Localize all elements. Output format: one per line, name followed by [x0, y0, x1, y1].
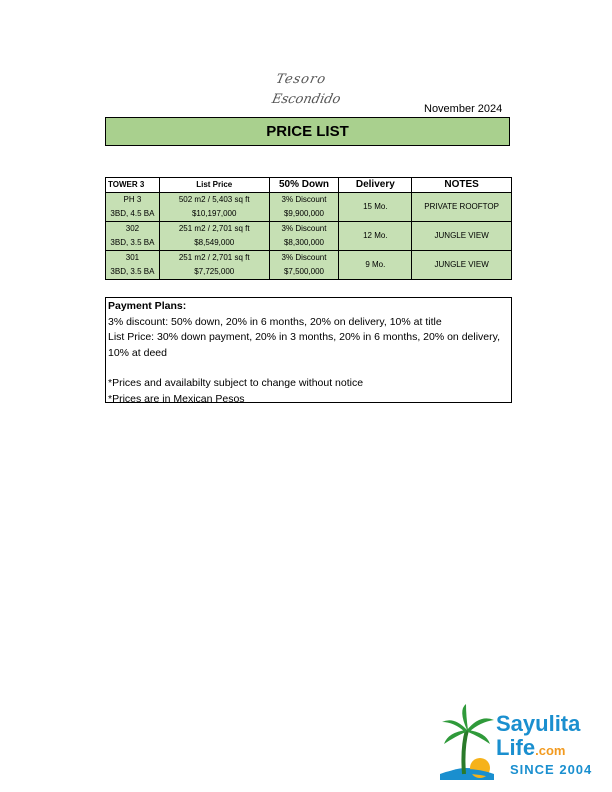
plan-list-price-line: List Price: 30% down payment, 20% in 3 months, 20% in 6 months, 20% on delivery, — [108, 331, 501, 343]
brand-domain: .com — [535, 743, 566, 758]
document-date: November 2024 — [424, 103, 503, 115]
table-row — [106, 222, 512, 251]
brand-name-line-1: Sayulita — [496, 711, 581, 736]
unit-cell: 301 3BD, 3.5 BA — [106, 251, 160, 280]
delivery-cell: 9 Mo. — [339, 251, 412, 280]
down-price-cell: 3% Discount $7,500,000 — [269, 251, 339, 280]
notes-cell: JUNGLE VIEW — [412, 251, 512, 280]
header-notes: NOTES — [412, 178, 512, 193]
plan-list-price-line-cont: 10% at deed — [108, 346, 167, 359]
price-table — [105, 177, 512, 280]
table-header-row — [106, 178, 512, 193]
price-list-banner — [105, 117, 510, 146]
brand-logo — [266, 70, 342, 116]
payment-plans-title: Payment Plans: — [108, 300, 187, 312]
unit-cell: 302 3BD, 3.5 BA — [106, 222, 160, 251]
header-50-down: 50% Down — [269, 178, 339, 193]
spacer — [108, 361, 509, 376]
plan-discount-line: 3% discount: 50% down, 20% in 6 months, 20% on delivery, 10% at title — [108, 315, 442, 328]
list-price-cell: 502 m2 / 5,403 sq ft $10,197,000 — [159, 193, 269, 222]
logo-line-1: Tesoro — [274, 72, 328, 87]
list-price-cell: 251 m2 / 2,701 sq ft $7,725,000 — [159, 251, 269, 280]
list-price-cell: 251 m2 / 2,701 sq ft $8,549,000 — [159, 222, 269, 251]
header-delivery: Delivery — [339, 178, 412, 193]
unit-cell: PH 3 3BD, 4.5 BA — [106, 193, 160, 222]
payment-plans-box — [105, 297, 512, 403]
disclaimer-availability: *Prices and availabilty subject to change without notice — [108, 377, 364, 389]
header-tower: TOWER 3 — [106, 178, 160, 193]
palm-tree-icon — [436, 704, 496, 784]
logo-line-2: Escondido — [270, 92, 342, 107]
notes-cell: PRIVATE ROOFTOP — [412, 193, 512, 222]
disclaimer-currency: *Prices are in Mexican Pesos — [108, 392, 245, 403]
brand-name-line-2: Life.com — [496, 735, 566, 760]
down-price-cell: 3% Discount $8,300,000 — [269, 222, 339, 251]
since-year: SINCE 2004 — [510, 762, 593, 777]
page-title: PRICE LIST — [266, 123, 349, 140]
delivery-cell: 12 Mo. — [339, 222, 412, 251]
notes-cell: JUNGLE VIEW — [412, 222, 512, 251]
sayulita-life-badge — [436, 704, 608, 784]
down-price-cell: 3% Discount $9,900,000 — [269, 193, 339, 222]
header-list-price: List Price — [159, 178, 269, 193]
delivery-cell: 15 Mo. — [339, 193, 412, 222]
table-row — [106, 251, 512, 280]
table-row — [106, 193, 512, 222]
